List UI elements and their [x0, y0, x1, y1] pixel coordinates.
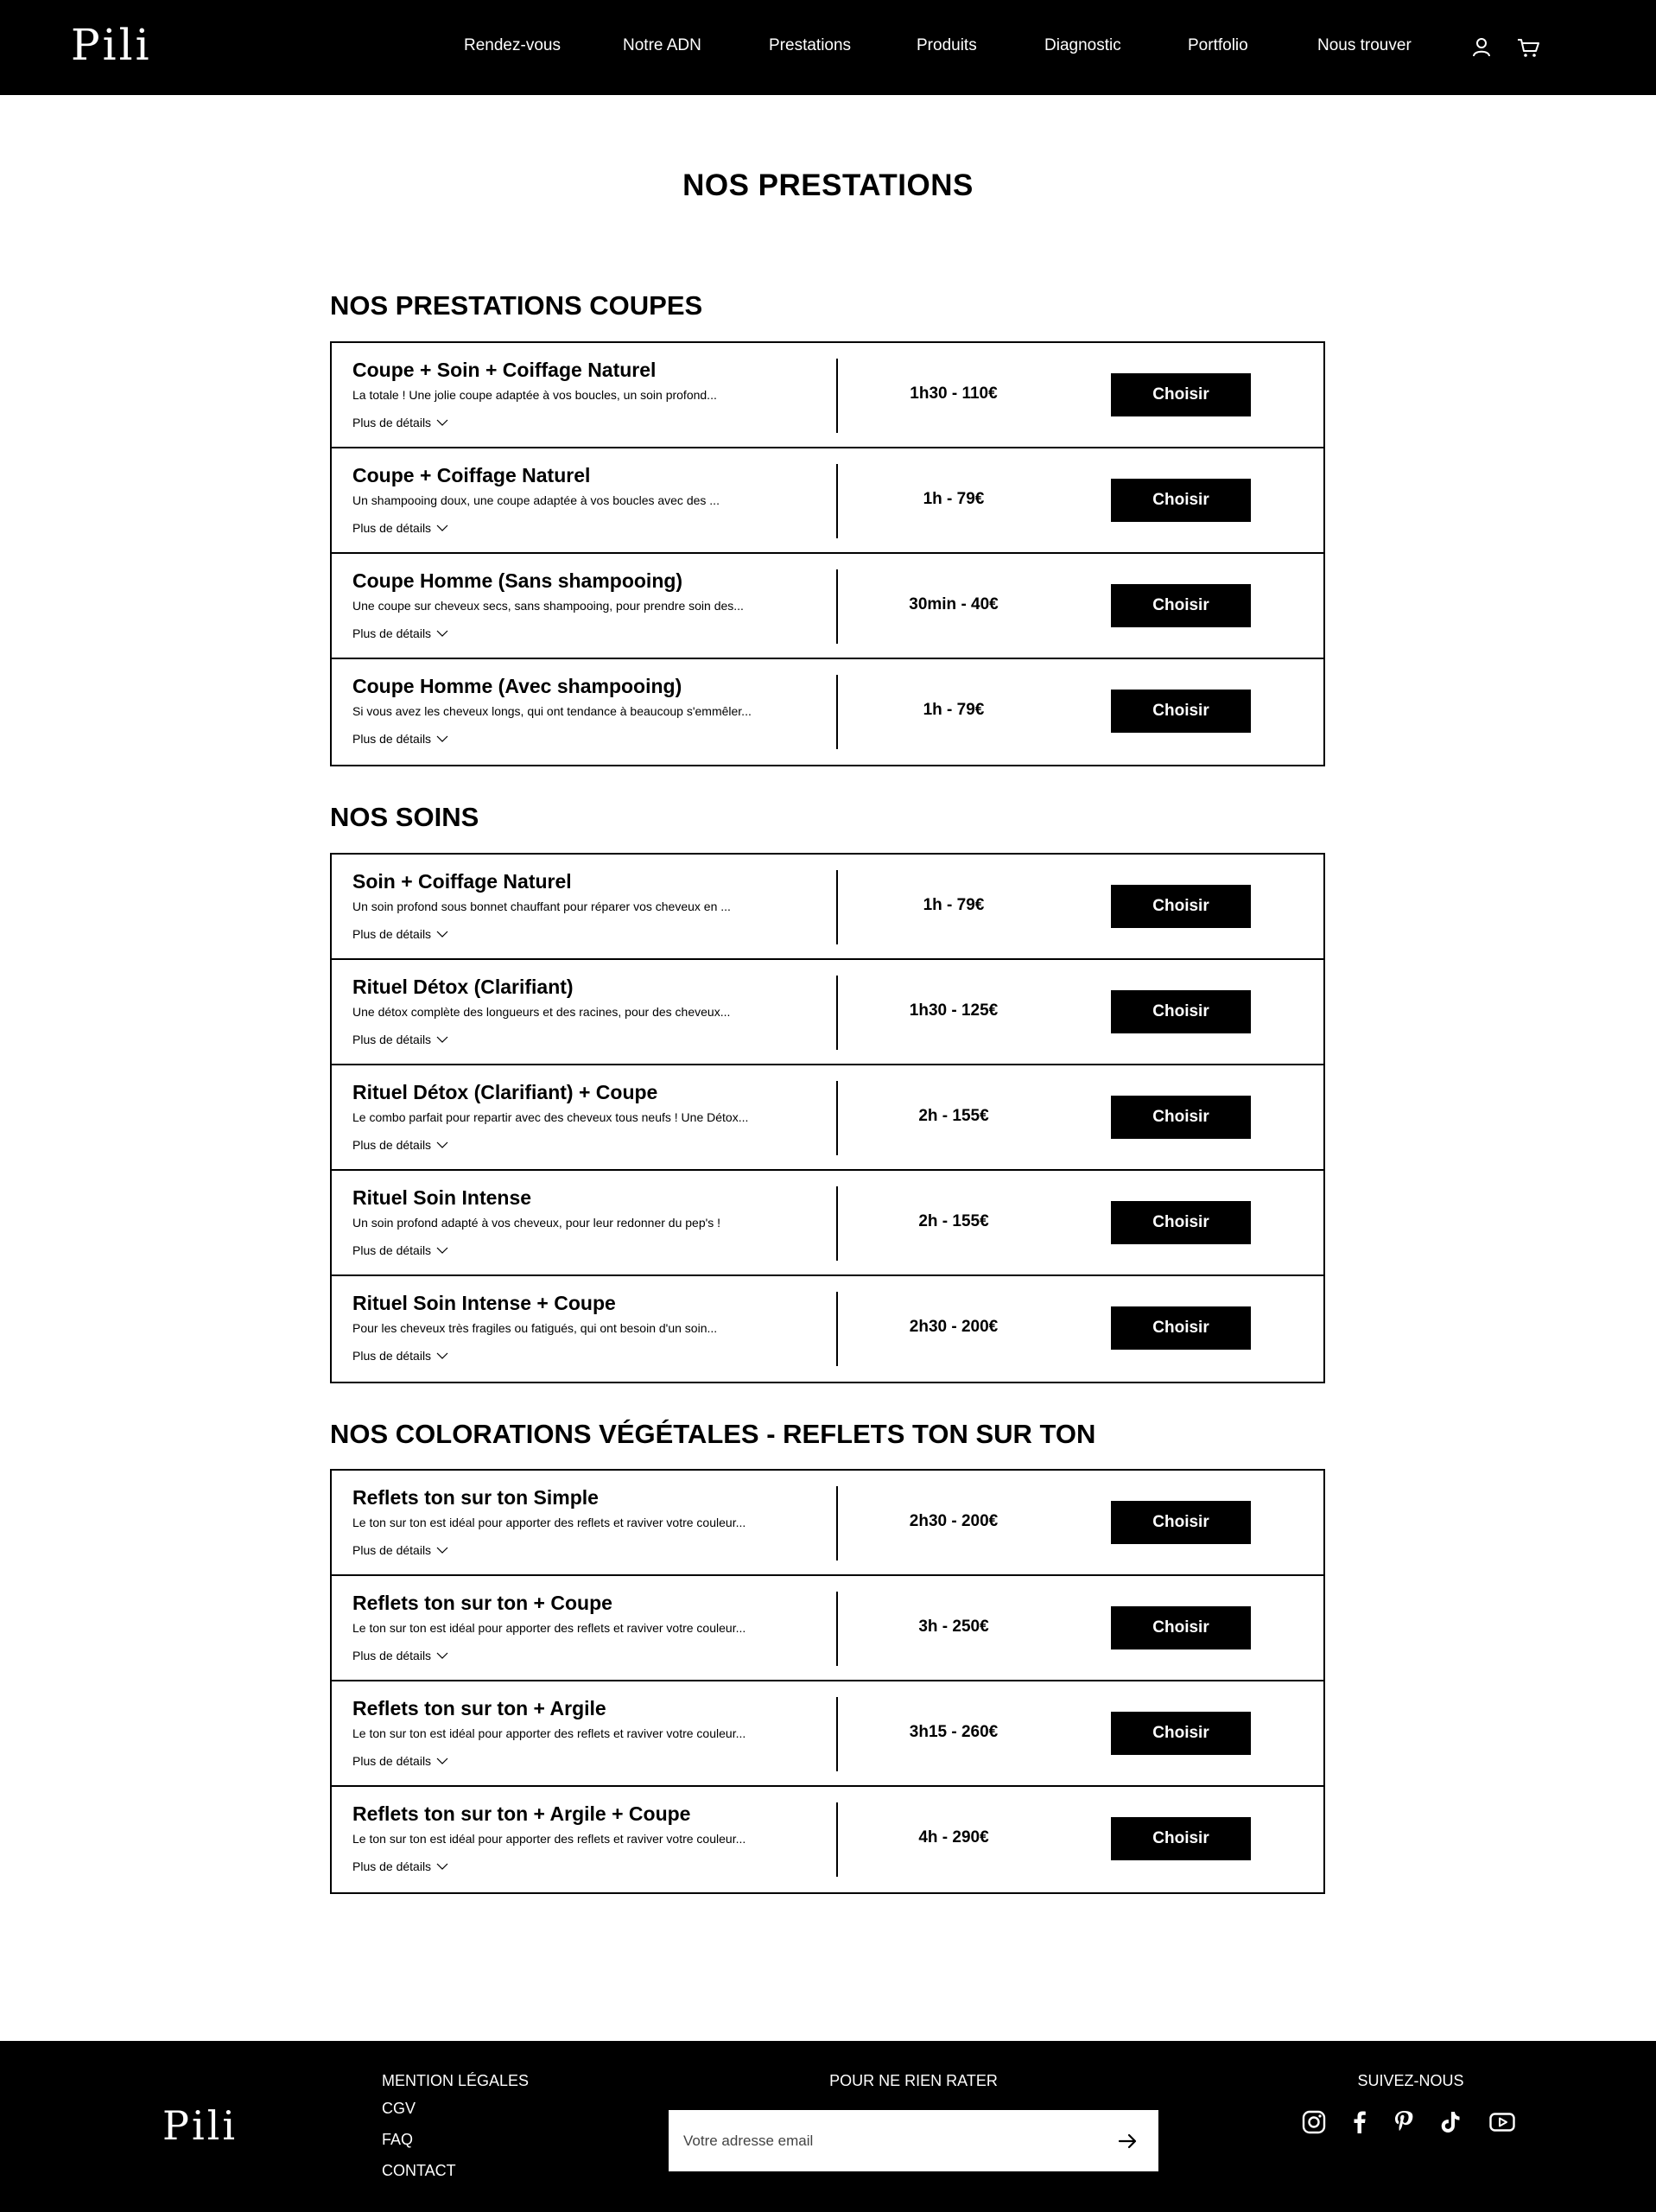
details-toggle[interactable]	[352, 732, 448, 746]
row-divider	[836, 976, 838, 1050]
service-price: 2h - 155€	[918, 1212, 989, 1230]
row-divider	[836, 675, 838, 749]
service-row	[332, 1787, 1323, 1892]
details-toggle[interactable]	[352, 626, 448, 640]
details-label: Plus de détails	[352, 1243, 432, 1257]
row-divider	[836, 1802, 838, 1877]
row-divider	[836, 870, 838, 944]
youtube-icon[interactable]	[1488, 2108, 1516, 2136]
service-price: 1h - 79€	[923, 701, 985, 719]
details-toggle[interactable]	[352, 1138, 448, 1152]
services-list-soins	[330, 853, 1325, 1383]
service-name: Coupe + Coiffage Naturel	[352, 464, 591, 486]
details-toggle[interactable]	[352, 521, 448, 535]
choose-button[interactable]: Choisir	[1111, 373, 1251, 416]
details-toggle[interactable]	[352, 1649, 448, 1662]
chevron-down-icon	[436, 630, 448, 638]
details-toggle[interactable]	[352, 1543, 448, 1557]
nav-portfolio[interactable]: Portfolio	[1188, 36, 1248, 54]
details-label: Plus de détails	[352, 1859, 432, 1873]
nav-produits[interactable]: Produits	[917, 36, 977, 54]
facebook-icon[interactable]	[1346, 2108, 1374, 2136]
service-description: Une détox complète des longueurs et des racines, pour des cheveux...	[352, 1005, 731, 1019]
service-description: Le combo parfait pour repartir avec des cheveux tous neufs ! Une Détox...	[352, 1110, 749, 1124]
chevron-down-icon	[436, 1758, 448, 1765]
service-name: Coupe + Soin + Coiffage Naturel	[352, 359, 657, 381]
details-label: Plus de détails	[352, 1543, 432, 1557]
choose-button[interactable]: Choisir	[1111, 479, 1251, 522]
details-label: Plus de détails	[352, 1033, 432, 1046]
service-price: 30min - 40€	[909, 595, 999, 613]
service-price: 2h30 - 200€	[909, 1512, 999, 1530]
service-price: 1h30 - 110€	[910, 385, 998, 403]
choose-button[interactable]: Choisir	[1111, 584, 1251, 627]
service-row	[332, 448, 1323, 554]
details-label: Plus de détails	[352, 521, 432, 535]
service-name: Rituel Soin Intense + Coupe	[352, 1292, 616, 1314]
user-icon[interactable]	[1469, 35, 1494, 60]
section-title-soins: NOS SOINS	[330, 802, 479, 832]
chevron-down-icon	[436, 524, 448, 532]
services-list-coupes	[330, 341, 1325, 766]
service-description: Un soin profond sous bonnet chauffant pour réparer vos cheveux en ...	[352, 899, 731, 913]
details-label: Plus de détails	[352, 1349, 432, 1363]
details-label: Plus de détails	[352, 927, 432, 941]
choose-button[interactable]: Choisir	[1111, 990, 1251, 1033]
nav-prestations[interactable]: Prestations	[769, 36, 852, 54]
choose-button[interactable]: Choisir	[1111, 1096, 1251, 1139]
nav-rendez-vous[interactable]: Rendez-vous	[464, 36, 561, 54]
service-row	[332, 659, 1323, 765]
row-divider	[836, 1292, 838, 1366]
chevron-down-icon	[436, 1036, 448, 1044]
email-input[interactable]	[669, 2110, 1083, 2171]
details-label: Plus de détails	[352, 1138, 432, 1152]
service-price: 1h30 - 125€	[909, 1001, 999, 1020]
chevron-down-icon	[436, 1863, 448, 1871]
choose-button[interactable]: Choisir	[1111, 1306, 1251, 1350]
chevron-down-icon	[436, 1547, 448, 1554]
choose-button[interactable]: Choisir	[1111, 885, 1251, 928]
chevron-down-icon	[436, 419, 448, 427]
row-divider	[836, 1697, 838, 1771]
service-name: Coupe Homme (Avec shampooing)	[352, 675, 682, 697]
service-price: 3h - 250€	[918, 1618, 989, 1636]
row-divider	[836, 1081, 838, 1155]
details-toggle[interactable]	[352, 1033, 448, 1046]
details-toggle[interactable]	[352, 927, 448, 941]
service-row	[332, 1471, 1323, 1576]
details-label: Plus de détails	[352, 1754, 432, 1768]
tiktok-icon[interactable]	[1437, 2108, 1464, 2136]
service-row	[332, 1276, 1323, 1382]
chevron-down-icon	[436, 1247, 448, 1255]
service-name: Reflets ton sur ton Simple	[352, 1486, 599, 1509]
service-price: 2h - 155€	[918, 1107, 989, 1125]
service-description: Le ton sur ton est idéal pour apporter des reflets et raviver votre couleur...	[352, 1516, 746, 1529]
details-toggle[interactable]	[352, 1243, 448, 1257]
service-price: 1h - 79€	[923, 490, 985, 508]
instagram-icon[interactable]	[1300, 2108, 1328, 2136]
pinterest-icon[interactable]	[1390, 2108, 1418, 2136]
nav-diagnostic[interactable]: Diagnostic	[1044, 36, 1121, 54]
chevron-down-icon	[436, 1141, 448, 1149]
details-label: Plus de détails	[352, 732, 432, 746]
row-divider	[836, 569, 838, 644]
cart-icon[interactable]	[1515, 35, 1541, 60]
service-price: 1h - 79€	[923, 896, 985, 914]
chevron-down-icon	[436, 931, 448, 938]
service-description: Un shampooing doux, une coupe adaptée à vos boucles avec des ...	[352, 493, 720, 507]
row-divider	[836, 464, 838, 538]
newsletter-title: POUR NE RIEN RATER	[829, 2072, 998, 2089]
service-row	[332, 1065, 1323, 1171]
service-row	[332, 1681, 1323, 1787]
choose-button[interactable]: Choisir	[1111, 1501, 1251, 1544]
details-toggle[interactable]	[352, 1859, 448, 1873]
newsletter-form	[669, 2110, 1158, 2171]
header-logo[interactable]: Pili	[71, 20, 152, 70]
service-name: Reflets ton sur ton + Coupe	[352, 1592, 612, 1614]
nav-nous-trouver[interactable]: Nous trouver	[1317, 36, 1412, 54]
service-name: Rituel Détox (Clarifiant)	[352, 976, 574, 998]
section-title-colorations: NOS COLORATIONS VÉGÉTALES - REFLETS TON SUR TON	[330, 1419, 1096, 1449]
details-label: Plus de détails	[352, 416, 432, 429]
service-row	[332, 343, 1323, 448]
services-list-colorations	[330, 1469, 1325, 1894]
service-description: Si vous avez les cheveux longs, qui ont tendance à beaucoup s'emmêler...	[352, 704, 752, 718]
footer-legal-title[interactable]: MENTION LÉGALES	[382, 2072, 530, 2089]
service-row	[332, 1171, 1323, 1276]
service-description: Le ton sur ton est idéal pour apporter des reflets et raviver votre couleur...	[352, 1621, 746, 1635]
service-name: Rituel Soin Intense	[352, 1186, 532, 1209]
footer-logo[interactable]: Pili	[162, 2102, 238, 2149]
service-price: 3h15 - 260€	[909, 1723, 999, 1741]
nav-notre-adn[interactable]: Notre ADN	[623, 36, 701, 54]
service-price: 2h30 - 200€	[909, 1318, 999, 1336]
service-description: Une coupe sur cheveux secs, sans shampooing, pour prendre soin des...	[352, 599, 744, 613]
choose-button[interactable]: Choisir	[1111, 1712, 1251, 1755]
service-name: Reflets ton sur ton + Argile	[352, 1697, 606, 1719]
page-title: NOS PRESTATIONS	[682, 168, 974, 202]
chevron-down-icon	[436, 1352, 448, 1360]
newsletter-submit-button[interactable]	[1114, 2127, 1141, 2155]
choose-button[interactable]: Choisir	[1111, 1817, 1251, 1860]
service-name: Reflets ton sur ton + Argile + Coupe	[352, 1802, 691, 1825]
arrow-right-icon	[1114, 2127, 1141, 2155]
service-name: Coupe Homme (Sans shampooing)	[352, 569, 683, 592]
service-description: Le ton sur ton est idéal pour apporter des reflets et raviver votre couleur...	[352, 1726, 746, 1740]
details-label: Plus de détails	[352, 626, 432, 640]
service-row	[332, 1576, 1323, 1681]
social-title: SUIVEZ-NOUS	[1357, 2072, 1464, 2089]
row-divider	[836, 1486, 838, 1560]
chevron-down-icon	[436, 1652, 448, 1660]
service-description: Le ton sur ton est idéal pour apporter des reflets et raviver votre couleur...	[352, 1832, 746, 1846]
service-description: La totale ! Une jolie coupe adaptée à vos boucles, un soin profond...	[352, 388, 717, 402]
service-price: 4h - 290€	[918, 1828, 989, 1847]
details-toggle[interactable]	[352, 1754, 448, 1768]
details-toggle[interactable]	[352, 416, 448, 429]
choose-button[interactable]: Choisir	[1111, 690, 1251, 733]
service-row	[332, 960, 1323, 1065]
footer-link-faq[interactable]: FAQ	[382, 2131, 414, 2148]
row-divider	[836, 1186, 838, 1261]
details-label: Plus de détails	[352, 1649, 432, 1662]
site-header	[0, 0, 1656, 95]
service-row	[332, 855, 1323, 960]
service-row	[332, 554, 1323, 659]
service-description: Un soin profond adapté à vos cheveux, pour leur redonner du pep's !	[352, 1216, 721, 1230]
row-divider	[836, 359, 838, 433]
service-name: Soin + Coiffage Naturel	[352, 870, 572, 893]
service-description: Pour les cheveux très fragiles ou fatigués, qui ont besoin d'un soin...	[352, 1321, 718, 1335]
section-title-coupes: NOS PRESTATIONS COUPES	[330, 290, 703, 321]
row-divider	[836, 1592, 838, 1666]
service-name: Rituel Détox (Clarifiant) + Coupe	[352, 1081, 658, 1103]
chevron-down-icon	[436, 735, 448, 743]
footer-link-contact[interactable]: CONTACT	[382, 2162, 456, 2179]
footer-link-cgv[interactable]: CGV	[382, 2100, 416, 2117]
choose-button[interactable]: Choisir	[1111, 1201, 1251, 1244]
details-toggle[interactable]	[352, 1349, 448, 1363]
choose-button[interactable]: Choisir	[1111, 1606, 1251, 1649]
